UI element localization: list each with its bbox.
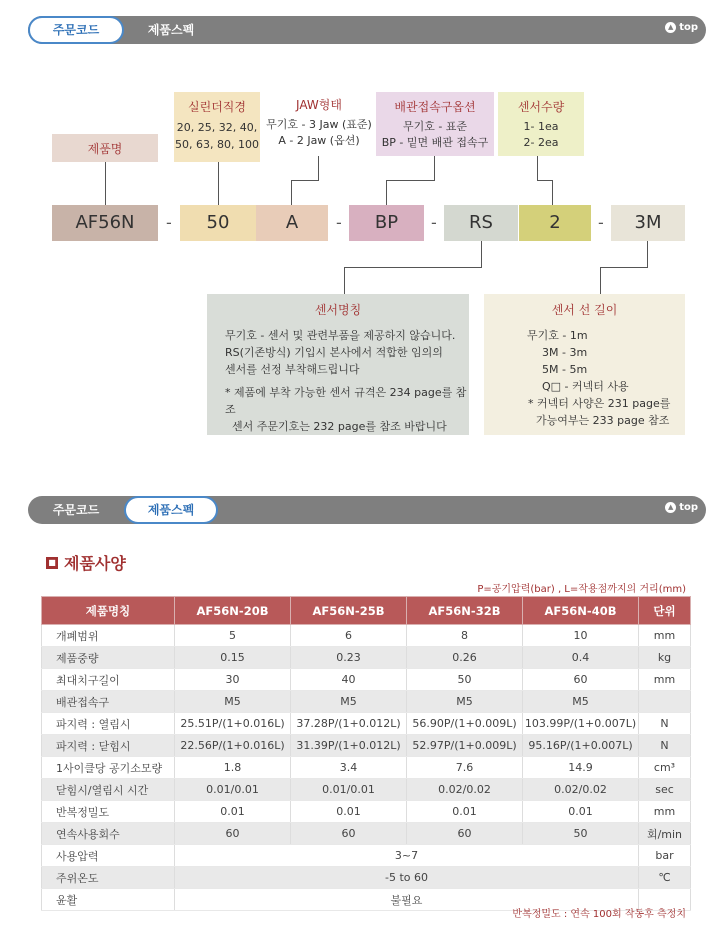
code-dash: - — [431, 213, 437, 232]
table-cell: 50 — [523, 823, 639, 845]
table-cell: 52.97P/(1+0.009L) — [407, 735, 523, 757]
table-cell: 10 — [523, 625, 639, 647]
connector-line — [218, 162, 219, 205]
table-row — [42, 669, 691, 691]
table-cell: 95.16P/(1+0.007L) — [523, 735, 639, 757]
code-dash: - — [166, 213, 172, 232]
table-row — [42, 757, 691, 779]
table-cell: 1.8 — [175, 757, 291, 779]
top-button[interactable] — [665, 22, 698, 33]
unit-cell: N — [639, 713, 691, 735]
row-label: 반복정밀도 — [42, 801, 175, 823]
table-cell: 3.4 — [291, 757, 407, 779]
table-cell: 0.01 — [175, 801, 291, 823]
table-cell: 불필요 — [175, 889, 639, 911]
bullet-icon: ■ — [46, 557, 58, 569]
connector-line — [647, 241, 648, 267]
table-cell: 60 — [407, 823, 523, 845]
unit-cell: 회/min — [639, 823, 691, 845]
header-jaw: JAW형태 무기호 - 3 Jaw (표준) A - 2 Jaw (옵션) — [266, 98, 372, 147]
unit-cell: mm — [639, 669, 691, 691]
row-label: 연속사용회수 — [42, 823, 175, 845]
table-cell: -5 to 60 — [175, 867, 639, 889]
section-title-text: 제품사양 — [64, 554, 126, 573]
row-label: 파지력 : 열림시 — [42, 713, 175, 735]
table-cell: 31.39P/(1+0.012L) — [291, 735, 407, 757]
connector-line — [481, 241, 482, 267]
chevron-up-icon: ▲ — [665, 502, 676, 513]
table-cell: 0.26 — [407, 647, 523, 669]
row-label: 주위온도 — [42, 867, 175, 889]
table-cell: 60 — [175, 823, 291, 845]
table-cell: M5 — [175, 691, 291, 713]
table-cell: 14.9 — [523, 757, 639, 779]
table-row — [42, 867, 691, 889]
top-label: top — [679, 502, 698, 513]
code-cable-length: 3M — [611, 205, 685, 241]
unit-cell: mm — [639, 625, 691, 647]
tab-bar-top — [28, 16, 706, 44]
table-cell: M5 — [523, 691, 639, 713]
table-row — [42, 713, 691, 735]
table-header: 제품명칭 — [42, 597, 175, 625]
cable-length-note: 센서 선 길이 무기호 - 1m 3M - 3m 5M - 5m Q□ - 커넥터 사용 * 커넥터 사양은 231 page를 가능여부는 233 page 참조 — [484, 294, 685, 435]
table-header: AF56N-40B — [523, 597, 639, 625]
table-cell: 0.15 — [175, 647, 291, 669]
code-dash: - — [336, 213, 342, 232]
row-label: 윤활 — [42, 889, 175, 911]
table-cell: M5 — [291, 691, 407, 713]
table-cell: 50 — [407, 669, 523, 691]
connector-line — [386, 180, 387, 205]
section-title — [46, 551, 126, 574]
tab-order-code[interactable]: 주문코드 — [28, 16, 124, 44]
table-cell: 0.01 — [523, 801, 639, 823]
connector-line — [434, 156, 435, 180]
code-product: AF56N — [52, 205, 158, 241]
table-cell: 0.01 — [407, 801, 523, 823]
row-label: 1사이클당 공기소모량 — [42, 757, 175, 779]
connector-line — [318, 156, 319, 180]
table-cell: 7.6 — [407, 757, 523, 779]
row-label: 사용압력 — [42, 845, 175, 867]
table-cell: 56.90P/(1+0.009L) — [407, 713, 523, 735]
table-header: AF56N-20B — [175, 597, 291, 625]
connector-line — [600, 267, 601, 294]
top-button[interactable] — [665, 502, 698, 513]
connector-line — [386, 180, 435, 181]
table-cell: 30 — [175, 669, 291, 691]
connector-line — [537, 156, 538, 180]
table-row — [42, 735, 691, 757]
unit-cell: mm — [639, 801, 691, 823]
connector-line — [344, 267, 345, 294]
header-cylinder: 실린더직경 20, 25, 32, 40, 50, 63, 80, 100 — [174, 92, 260, 162]
unit-cell: sec — [639, 779, 691, 801]
tab-product-spec[interactable]: 제품스펙 — [147, 23, 195, 37]
table-cell: 0.01 — [291, 801, 407, 823]
table-cell: 60 — [523, 669, 639, 691]
top-label: top — [679, 22, 698, 33]
header-port: 배관접속구옵션 무기호 - 표준 BP - 밑면 배관 접속구 — [376, 92, 494, 156]
unit-cell — [639, 691, 691, 713]
spec-table — [41, 596, 691, 911]
code-jaw: A — [256, 205, 328, 241]
chevron-up-icon: ▲ — [665, 22, 676, 33]
table-header: 단위 — [639, 597, 691, 625]
tab-order-code[interactable]: 주문코드 — [52, 503, 100, 517]
table-row — [42, 845, 691, 867]
table-cell: 40 — [291, 669, 407, 691]
connector-line — [537, 180, 553, 181]
unit-cell: ℃ — [639, 867, 691, 889]
row-label: 최대치구길이 — [42, 669, 175, 691]
table-row — [42, 691, 691, 713]
header-product-name: 제품명 — [52, 134, 158, 162]
unit-cell: cm³ — [639, 757, 691, 779]
code-cylinder: 50 — [180, 205, 256, 241]
connector-line — [291, 180, 319, 181]
table-cell: 0.01/0.01 — [291, 779, 407, 801]
row-label: 닫힘시/열림시 시간 — [42, 779, 175, 801]
connector-line — [344, 267, 482, 268]
table-cell: 0.01/0.01 — [175, 779, 291, 801]
table-cell: 60 — [291, 823, 407, 845]
row-label: 파지력 : 닫힘시 — [42, 735, 175, 757]
table-row — [42, 779, 691, 801]
code-port: BP — [349, 205, 424, 241]
table-row — [42, 625, 691, 647]
table-header: AF56N-25B — [291, 597, 407, 625]
footnote: 반복정밀도 : 연속 100회 작동후 측정치 — [512, 909, 686, 920]
header-sensor-qty: 센서수량 1- 1ea 2- 2ea — [498, 92, 584, 156]
code-dash: - — [598, 213, 604, 232]
table-cell: 25.51P/(1+0.016L) — [175, 713, 291, 735]
table-cell: 22.56P/(1+0.016L) — [175, 735, 291, 757]
tab-bar-bottom — [28, 496, 706, 524]
connector-line — [600, 267, 648, 268]
code-sensor-qty: 2 — [519, 205, 591, 241]
row-label: 개폐범위 — [42, 625, 175, 647]
table-cell: 0.23 — [291, 647, 407, 669]
connector-line — [291, 180, 292, 205]
unit-note: P=공기압력(bar) , L=작용점까지의 거리(mm) — [477, 584, 686, 595]
tab-product-spec[interactable]: 제품스펙 — [124, 496, 218, 524]
unit-cell: bar — [639, 845, 691, 867]
unit-cell: kg — [639, 647, 691, 669]
table-cell: 5 — [175, 625, 291, 647]
table-row — [42, 823, 691, 845]
table-cell: 103.99P/(1+0.007L) — [523, 713, 639, 735]
connector-line — [105, 162, 106, 205]
table-header: AF56N-32B — [407, 597, 523, 625]
unit-cell: N — [639, 735, 691, 757]
table-row — [42, 647, 691, 669]
table-cell: 8 — [407, 625, 523, 647]
table-cell: M5 — [407, 691, 523, 713]
connector-line — [552, 180, 553, 205]
sensor-name-note: 센서명칭 무기호 - 센서 및 관련부품을 제공하지 않습니다. RS(기존방식) 기입시 본사에서 적합한 임의의 센서를 선정 부착해드립니다 * 제품에 부착 가능한 센서 규격은 234 page를 참조 센서 주문기호는 232 page를 참조 바랍니다 — [207, 294, 469, 435]
code-sensor: RS — [444, 205, 518, 241]
table-cell: 0.02/0.02 — [523, 779, 639, 801]
table-row — [42, 801, 691, 823]
row-label: 제품중량 — [42, 647, 175, 669]
row-label: 배관접속구 — [42, 691, 175, 713]
table-cell: 3~7 — [175, 845, 639, 867]
table-cell: 0.02/0.02 — [407, 779, 523, 801]
table-cell: 37.28P/(1+0.012L) — [291, 713, 407, 735]
table-cell: 6 — [291, 625, 407, 647]
table-cell: 0.4 — [523, 647, 639, 669]
